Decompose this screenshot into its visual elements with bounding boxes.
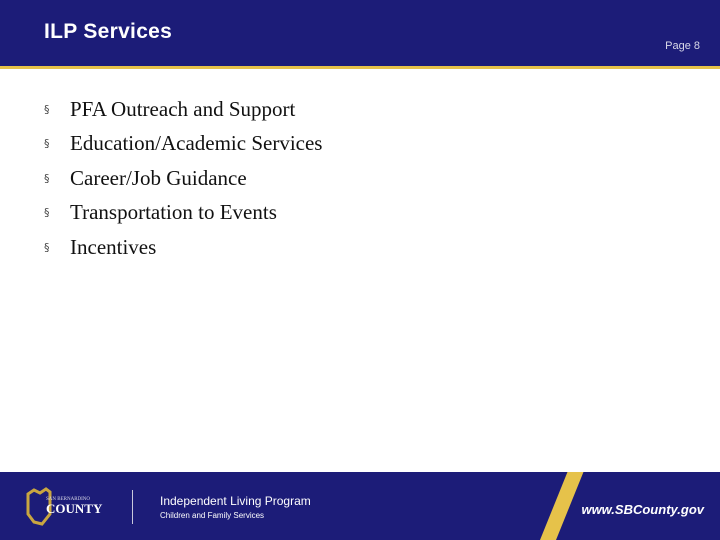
bullet-icon: § — [44, 171, 50, 185]
list-item — [44, 161, 322, 196]
bullet-text: Education/Academic Services — [70, 131, 323, 156]
bullet-text: PFA Outreach and Support — [70, 96, 296, 121]
bullet-text: Transportation to Events — [70, 200, 277, 225]
program-name: Independent Living Program — [160, 494, 311, 508]
bullet-icon: § — [44, 102, 50, 116]
slide-title: ILP Services — [44, 20, 173, 43]
footer-divider — [132, 490, 133, 524]
bullet-list — [44, 92, 322, 265]
logo-top-text: SAN BERNARDINO — [46, 497, 91, 502]
page-number: Page 8 — [665, 40, 700, 52]
bullet-icon: § — [44, 137, 50, 151]
county-logo — [24, 484, 124, 528]
list-item — [44, 92, 322, 127]
logo-text: COUNTY — [46, 501, 103, 516]
footer-bar — [0, 472, 720, 540]
bullet-icon: § — [44, 240, 50, 254]
list-item — [44, 230, 322, 265]
list-item — [44, 196, 322, 231]
header-accent-line — [0, 66, 720, 69]
list-item — [44, 127, 322, 162]
bullet-text: Career/Job Guidance — [70, 165, 247, 190]
bullet-text: Incentives — [70, 234, 157, 259]
department-name: Children and Family Services — [160, 511, 265, 520]
website-link[interactable]: www.SBCounty.gov — [581, 502, 704, 517]
header-bar — [0, 0, 720, 66]
bullet-icon: § — [44, 206, 50, 220]
